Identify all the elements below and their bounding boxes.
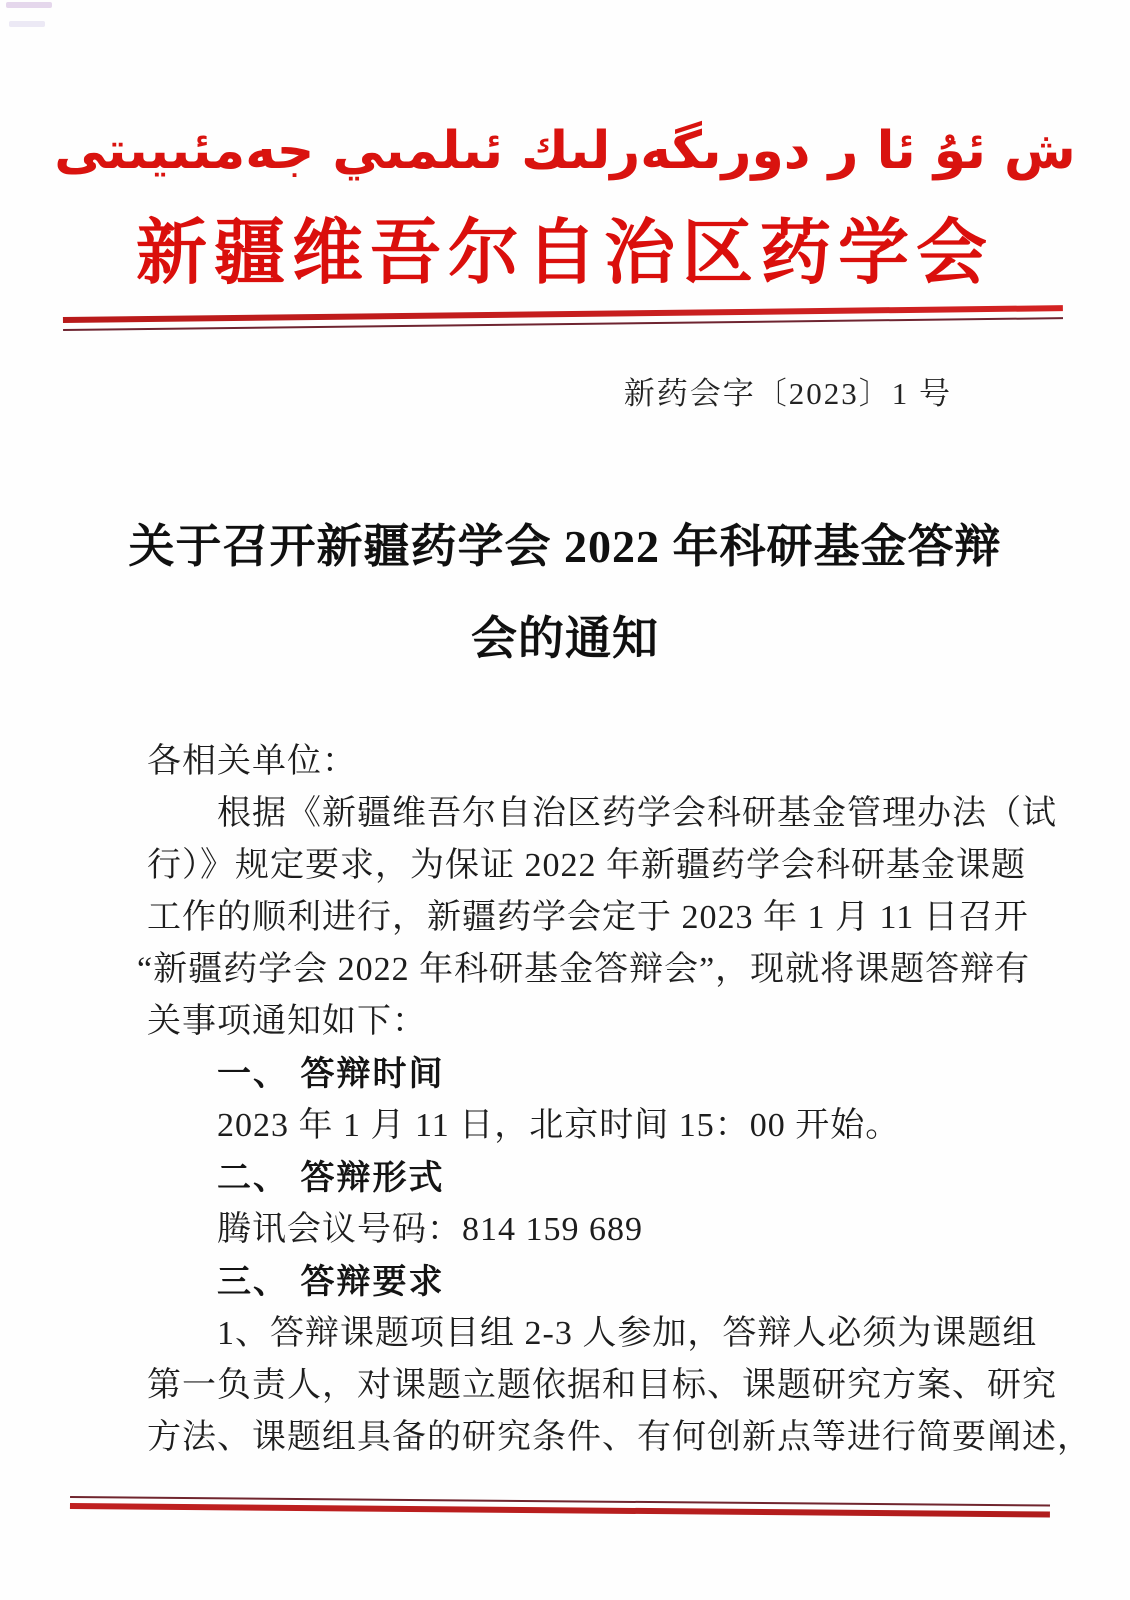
body-line: 关事项通知如下：: [147, 1003, 427, 1040]
body-line-meeting-number: 腾讯会议号码：814 159 689: [217, 1211, 643, 1248]
org-name-chinese: 新疆维吾尔自治区药学会: [135, 215, 994, 293]
body-line: 行）》规定要求，为保证 2022 年新疆药学会科研基金课题: [147, 847, 1026, 884]
scan-artifact: [9, 21, 45, 27]
document-title-line2: 会的通知: [471, 613, 659, 664]
body-line: “新疆药学会 2022 年科研基金答辩会”，现就将课题答辩有: [137, 951, 1031, 988]
document-title-line1: 关于召开新疆药学会 2022 年科研基金答辩: [128, 521, 1002, 572]
document-number: 新药会字〔2023〕1 号: [623, 376, 952, 411]
body-line: 1、答辩课题项目组 2-3 人参加，答辩人必须为课题组: [217, 1315, 1038, 1352]
section-heading-defense-time: 一、 答辩时间: [217, 1055, 445, 1093]
footer-divider: [70, 1496, 1050, 1518]
document-body: [137, 736, 1092, 1464]
body-line: 第一负责人，对课题立题依据和目标、课题研究方案、研究: [147, 1367, 1057, 1404]
body-line: 根据《新疆维吾尔自治区药学会科研基金管理办法（试: [217, 795, 1057, 832]
section-heading-defense-requirements: 三、 答辩要求: [217, 1263, 445, 1301]
body-line: 方法、课题组具备的研究条件、有何创新点等进行简要阐述，: [147, 1419, 1092, 1456]
body-line-defense-time-value: 2023 年 1 月 11 日，北京时间 15：00 开始。: [217, 1107, 901, 1144]
org-name-uyghur: ش ئۇ ئا ر دورىگەرلىك ئىلمىي جەمئىيىتى: [54, 121, 1076, 181]
scan-artifact: [6, 2, 52, 8]
body-line-salutation: 各相关单位：: [147, 743, 357, 780]
section-heading-defense-format: 二、 答辩形式: [217, 1159, 445, 1197]
body-line: 工作的顺利进行，新疆药学会定于 2023 年 1 月 11 日召开: [147, 899, 1029, 936]
header-divider: [63, 305, 1063, 331]
